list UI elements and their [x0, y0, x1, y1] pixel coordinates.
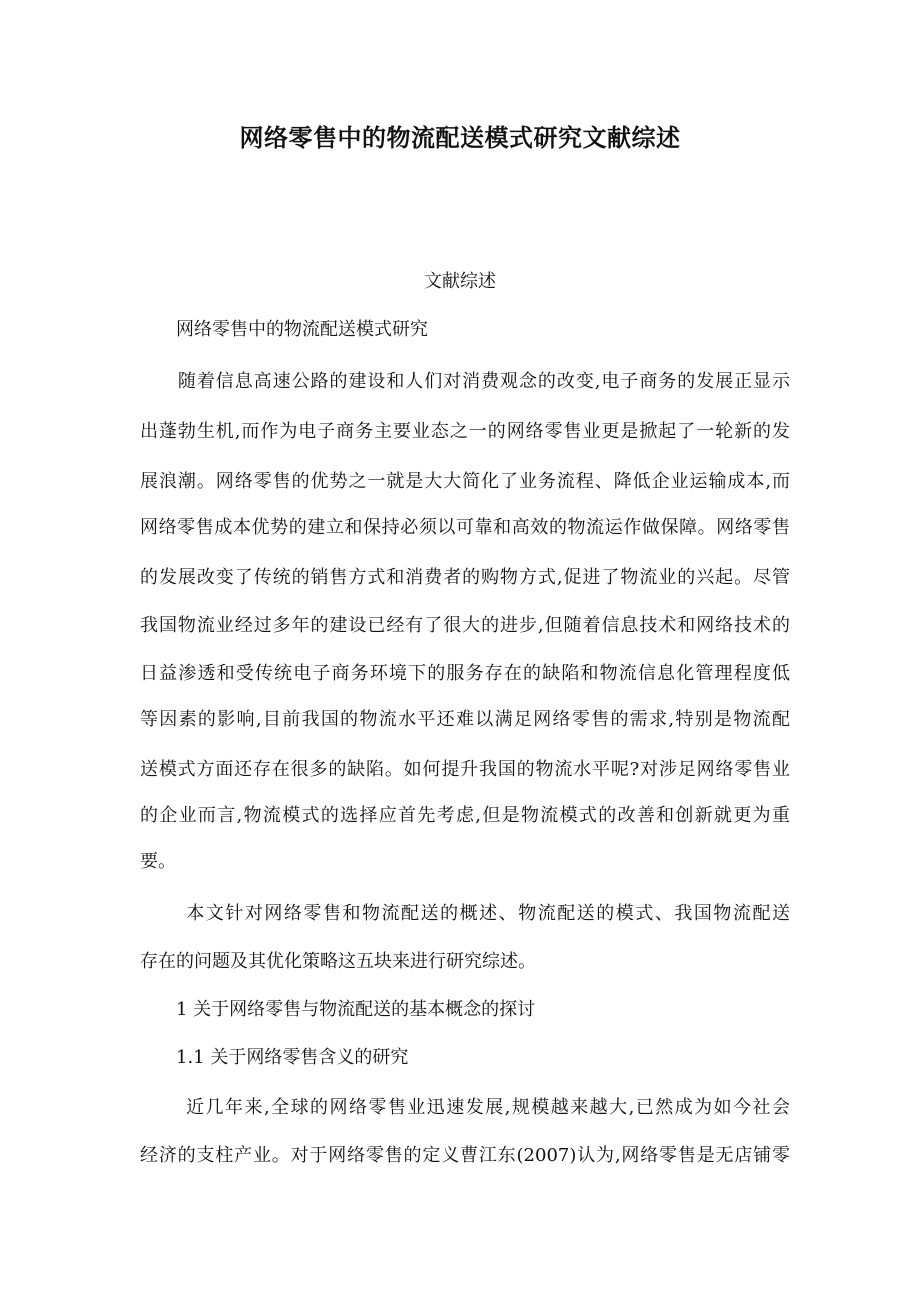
document-title: 网络零售中的物流配送模式研究文献综述 [239, 123, 681, 152]
section-heading-1-1: 1.1 关于网络零售含义的研究 [176, 1047, 409, 1068]
paragraph-line: 近几年来,全球的网络零售业迅速发展,规模越来越大,已然成为如今社会 [140, 1097, 790, 1118]
paragraph-line: 经济的支柱产业。对于网络零售的定义曹江东(2007)认为,网络零售是无店铺零 [140, 1145, 790, 1166]
paragraph-line: 本文针对网络零售和物流配送的概述、物流配送的模式、我国物流配送 [140, 903, 790, 924]
paragraph-line: 随着信息高速公路的建设和人们对消费观念的改变,电子商务的发展正显示 [140, 371, 790, 392]
paragraph-line: 我国物流业经过多年的建设已经有了很大的进步,但随着信息技术和网络技术的 [140, 615, 790, 636]
section-heading-1: 1 关于网络零售与物流配送的基本概念的探讨 [176, 999, 536, 1020]
paragraph-line: 的发展改变了传统的销售方式和消费者的购物方式,促进了物流业的兴起。尽管 [140, 567, 790, 588]
paragraph-line: 等因素的影响,目前我国的物流水平还难以满足网络零售的需求,特别是物流配 [140, 709, 790, 730]
section-label: 文献综述 [424, 271, 496, 292]
subtitle: 网络零售中的物流配送模式研究 [176, 319, 428, 340]
paragraph-line: 网络零售成本优势的建立和保持必须以可靠和高效的物流运作做保障。网络零售 [140, 517, 790, 538]
paragraph-line: 出蓬勃生机,而作为电子商务主要业态之一的网络零售业更是掀起了一轮新的发 [140, 421, 790, 442]
paragraph-line: 日益渗透和受传统电子商务环境下的服务存在的缺陷和物流信息化管理程度低 [140, 663, 790, 684]
paragraph-line: 要。 [140, 851, 176, 872]
paragraph-line: 的企业而言,物流模式的选择应首先考虑,但是物流模式的改善和创新就更为重 [140, 805, 790, 826]
paragraph-line: 展浪潮。网络零售的优势之一就是大大简化了业务流程、降低企业运输成本,而 [140, 471, 790, 492]
paragraph-line: 送模式方面还存在很多的缺陷。如何提升我国的物流水平呢?对涉足网络零售业 [140, 759, 790, 780]
paragraph-line: 存在的问题及其优化策略这五块来进行研究综述。 [140, 951, 536, 972]
